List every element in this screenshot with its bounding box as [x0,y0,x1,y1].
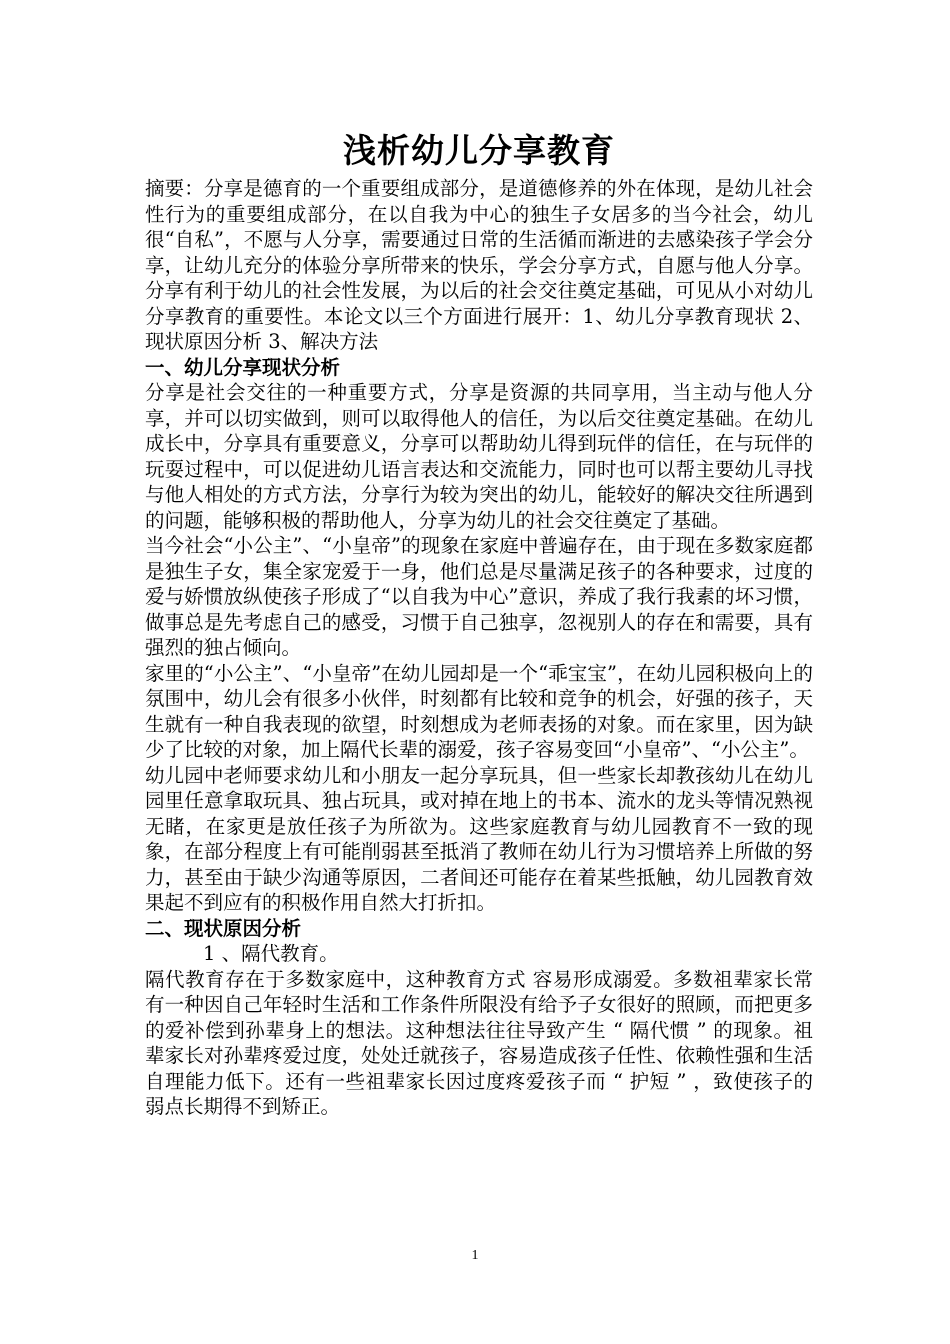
section-2-paragraph-1: 隔代教育存在于多数家庭中，这种教育方式 容易形成溺爱。多数祖辈家长常有一种因自己年轻时生活和工作条件所限没有给予子女很好的照顾，而把更多的爱补偿到孙辈身上的想法。这种想法往往导致产生 “ 隔代惯 ” 的现象。祖辈家长对孙辈疼爱过度，处处迁就孩子，容易造成孩子任性、依赖性强和生活自理能力低下。还有一些祖辈家长因过度疼爱孩子而 “ 护短 ” ，致使孩子的弱点长期得不到矫正。 [145,967,813,1118]
section-2-heading: 二、现状原因分析 [145,916,302,940]
section-1-paragraph-1: 分享是社会交往的一种重要方式，分享是资源的共同享用，当主动与他人分享，并可以切实做到，则可以取得他人的信任，为以后交往奠定基础。在幼儿成长中，分享具有重要意义，分享可以帮助幼儿得到玩伴的信任，在与玩伴的玩耍过程中，可以促进幼儿语言表达和交流能力，同时也可以帮主要幼儿寻找与他人相处的方式方法，分享行为较为突出的幼儿，能较好的解决交往所遇到的问题，能够积极的帮助他人，分享为幼儿的社会交往奠定了基础。 [145,381,813,532]
section-2-subheading: 1 、隔代教育。 [203,942,339,965]
page-number: 1 [471,1248,479,1263]
abstract-paragraph: 摘要：分享是德育的一个重要组成部分，是道德修养的外在体现，是幼儿社会性行为的重要组成部分，在以自我为中心的独生子女居多的当今社会，幼儿很“自私”，不愿与人分享，需要通过日常的生活循而渐进的去感染孩子学会分享，让幼儿充分的体验分享所带来的快乐，学会分享方式，自愿与他人分享。分享有利于幼儿的社会性发展，为以后的社会交往奠定基础，可见从小对幼儿分享教育的重要性。本论文以三个方面进行展开：1、幼儿分享教育现状 2、现状原因分析 3、解决方法 [145,177,813,353]
section-1-heading: 一、幼儿分享现状分析 [145,355,341,379]
section-1-paragraph-3: 家里的“小公主”、“小皇帝”在幼儿园却是一个“乖宝宝”，在幼儿园积极向上的氛围中，幼儿会有很多小伙伴，时刻都有比较和竞争的机会，好强的孩子，天生就有一种自我表现的欲望，时刻想成为老师表扬的对象。而在家里，因为缺少了比较的对象，加上隔代长辈的溺爱，孩子容易变回“小皇帝”、“小公主”。 [145,661,813,761]
section-1-paragraph-2: 当今社会“小公主”、“小皇帝”的现象在家庭中普遍存在，由于现在多数家庭都是独生子女，集全家宠爱于一身，他们总是尽量满足孩子的各种要求，过度的爱与娇惯放纵使孩子形成了“以自我为中心”意识，养成了我行我素的坏习惯，做事总是先考虑自己的感受，习惯于自己独享，忽视别人的存在和需要，具有强烈的独占倾向。 [145,534,813,659]
document-body [145,128,813,1120]
document-title: 浅析幼儿分享教育 [343,131,615,170]
section-1-paragraph-4: 幼儿园中老师要求幼儿和小朋友一起分享玩具，但一些家长却教孩幼儿在幼儿园里任意拿取玩具、独占玩具，或对掉在地上的书本、流水的龙头等情况熟视无睹，在家更是放任孩子为所欲为。这些家庭教育与幼儿园教育不一致的现象，在部分程度上有可能削弱甚至抵消了教师在幼儿行为习惯培养上所做的努力，甚至由于缺少沟通等原因，二者间还可能存在着某些抵触，幼儿园教育效果起不到应有的积极作用自然大打折扣。 [145,763,813,914]
